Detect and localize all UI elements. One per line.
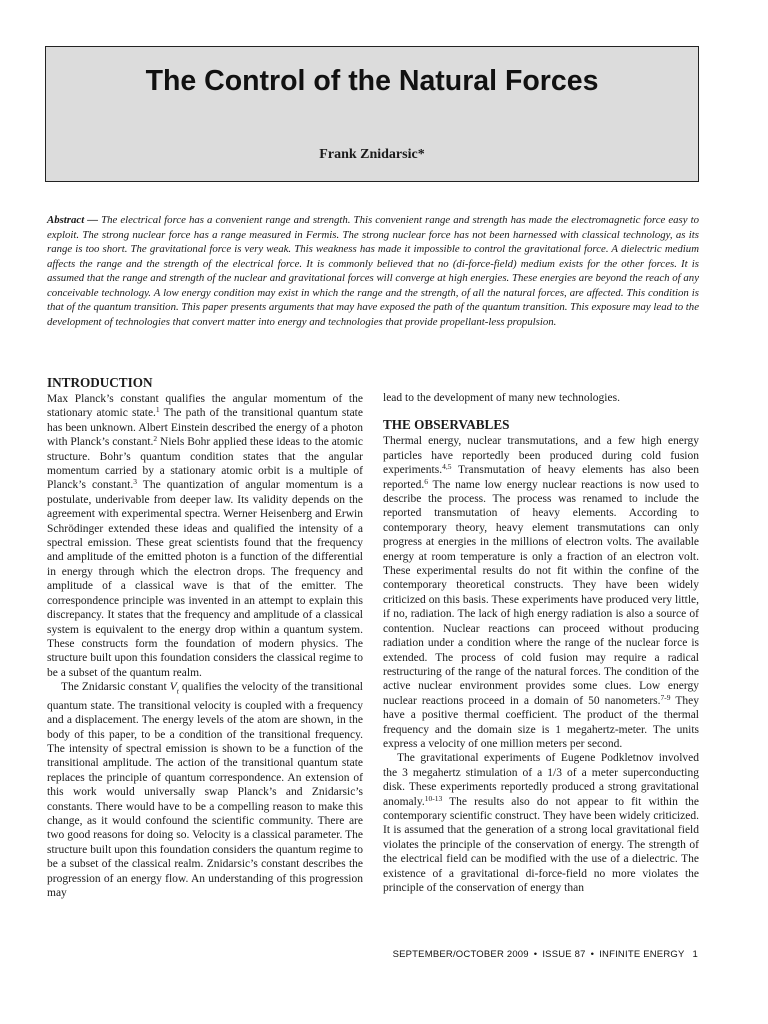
observables-heading: THE OBSERVABLES (383, 417, 510, 433)
citation: 1 (155, 405, 160, 415)
introduction-paragraph-1: Max Planck’s constant qualifies the angular momentum of the stationary atomic state.$^1$ The path of the transitional quantum state has been unknown. Albert Einstein described the energy of a photon with Planck’s constant.$^2$ Niels Bohr applied these ideas to the atomic structure. Bohr’s quantum condition states that the angular momentum carried by a stationary atomic orbit is a multiple of Planck’s constant.$^3$ The quantization of angular momentum is a postulate, underivable from deeper law. Its validity depends on the agreement with experimental spectra. Werner Heisenberg and Erwin Schrödinger extended these ideas and qualified the intensity of a spectral emission. These great scientists found that the frequency and amplitude of the emitted photon is a function of the differential in energy through which the electron drops. The frequency and amplitude of a classical wave is that of the emitter. The correspondence principle was invented in an attempt to explain this discrepancy. It states that the frequency and amplitude of a classical system is equivalent to the energy drop within a quantum system. These constructs form the foundation of modern physics. The structure built upon this foundation considers the classical regime to be a subset of the quantum realm. (47, 393, 363, 679)
citation: 7-9 (660, 692, 671, 702)
citation: 6 (424, 476, 428, 486)
introduction-heading: INTRODUCTION (47, 375, 153, 390)
introduction-continued: lead to the development of many new technologies. (383, 392, 620, 404)
observables-paragraph-1: Thermal energy, nuclear transmutations, and a few high energy particles have reportedly been produced during cold fusion experiments.$^{4,5}$ Transmutation of heavy elements has also been reported.$^6$ The name low energy nuclear reactions is now used to describe the process. The process was renamed to include the reported transmutation of heavy elements. According to contemporary theory, heavy element transmutations can only progress at energies in the millions of electron volts. The available energy at room temperature is only a fraction of an electron volt. These experimental results do not fit within the confine of the contemporary theoretical constructs. They have been widely criticized on this basis. These experiments have produced very little, if no, radiation. The lack of high energy radiation is also a source of contention. Nuclear reactions can proceed without producing radiation under a condition where the range of the nuclear force is extended. The process of cold fusion may require a radical restructuring of the range of the natural forces. The condition of the active nuclear environment provides some clues. Low energy nuclear reactions proceed in a domain of 50 nanometers.$^{7-9}$ They have a positive thermal coefficient. The product of the thermal frequency and the domain size is 1 megahertz-meter. The units express a velocity of one million meters per second. (383, 435, 700, 750)
citation: 4,5 (442, 462, 452, 472)
footer-issue-date: SEPTEMBER/OCTOBER 2009 (392, 949, 529, 960)
abstract-text: The electrical force has a convenient range and strength. This convenient range and strength has made the electromagnetic force easy to exploit. The strong nuclear force has a range measured in Fermis. The strong nuclear force has not been harnessed with classical technology, as its range is too short. The gravitational force is very weak. This weakness has made it impossible to control the gravitational force. A dielectric medium affects the range and the strength of the electrical force. It is commonly believed that no (di-force-field) medium exists for the other forces. It is assumed that the range and strength of the nuclear and gravitational forces will converge at high energies. These energies are beyond the reach of any conceivable technology. A low energy condition may exist in which the range and the strength, of all the natural forces, are affected. This condition is that of the quantum transition. This paper presents arguments that may have exposed the path of the quantum transition. This exposure may lead to the development of technologies that convert matter into energy and technologies that provide propellant-less propulsion. (47, 214, 699, 328)
footer-separator: • (590, 949, 595, 960)
left-column (47, 375, 363, 901)
citation: 3 (133, 477, 137, 487)
velocity-symbol: $V_t$ (169, 681, 179, 696)
abstract (47, 213, 699, 329)
footer-separator: • (533, 949, 538, 960)
introduction-paragraph-2: The Znidarsic constant $V_t$ qualifies the velocity of the transitional quantum state. The transitional velocity is coupled with a frequency and a displacement. The energy levels of the atom are shown, in the body of this paper, to be a condition of the transitional frequency. The intensity of spectral emission is shown to be a function of the transitional amplitude. The action of the transitional quantum state replaces the principle of quantum correspondence. An extension of this work would universally swap Planck’s and Znidarsic’s constants. There would have to be a compelling reason to make this change, as it would confound the scientific community. There are two good reasons for doing so. Velocity is a classical parameter. The structure built upon this foundation considers the quantum regime to be a subset of the classical realm. Znidarsic’s constant describes the progression of an energy flow. An understanding of this progression may (47, 681, 364, 900)
article-title: The Control of the Natural Forces (145, 65, 599, 97)
title-box (45, 46, 699, 182)
right-column (383, 391, 699, 895)
observables-paragraph-2: The gravitational experiments of Eugene Podkletnov involved the 3 megahertz stimulation of a 1/3 of a meter superconducting disk. These experiments reportedly produced a strong gravitational anomaly.$^{10-13}$ The results also do not appear to fit within the contemporary scientific construct. They have been widely criticized. It is assumed that the generation of a strong local gravitational field violates the principle of the conservation of energy. The strength of the electrical field can be modified with the use of a dielectric. The existence of a gravitational di-force-field no more violates the principle of the conservation of energy than (383, 752, 699, 894)
page-footer (393, 949, 698, 960)
footer-magazine: INFINITE ENERGY (599, 949, 685, 960)
footer-issue-number: ISSUE 87 (542, 949, 586, 960)
citation: 10-13 (424, 793, 443, 803)
citation: 2 (153, 434, 158, 444)
author-name: Frank Znidarsic* (319, 147, 425, 162)
page-number: 1 (692, 949, 698, 960)
abstract-label: Abstract — (47, 214, 99, 226)
